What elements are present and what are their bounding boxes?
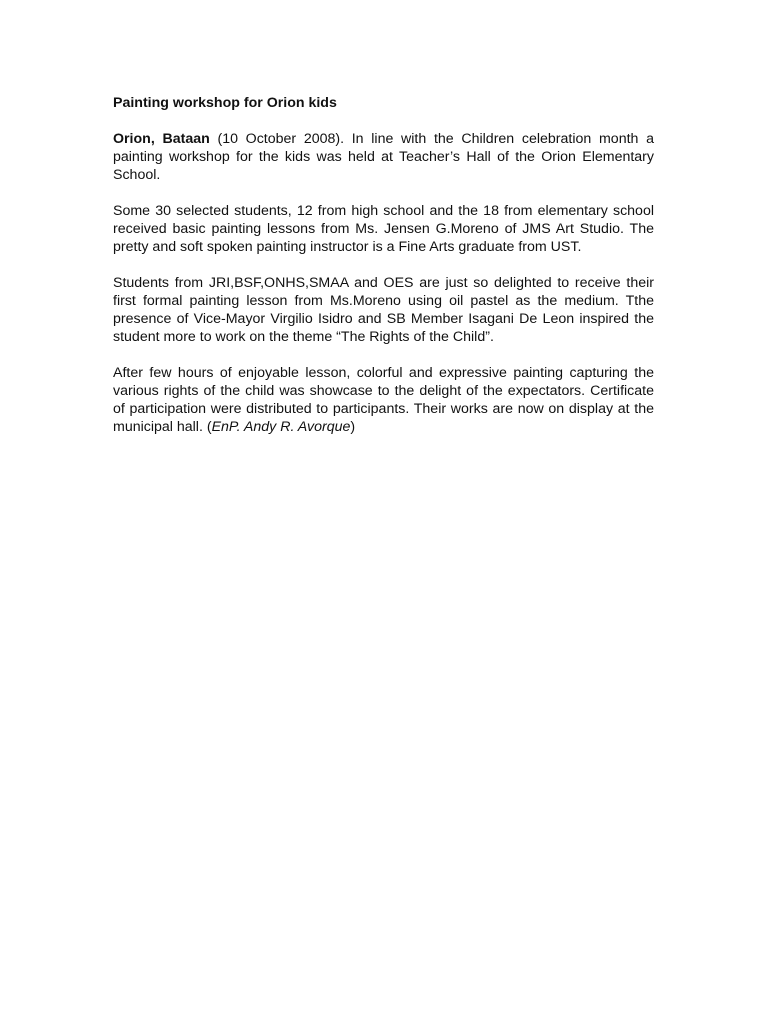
dateline: Orion, Bataan xyxy=(113,131,210,147)
paragraph-4 xyxy=(113,364,654,436)
author-credit-close: ) xyxy=(350,419,356,435)
article-body xyxy=(113,94,654,454)
paragraph-3: Students from JRI,BSF,ONHS,SMAA and OES are just so delighted to receive their first formal painting lesson from Ms.Moreno using oil pastel as the medium. Tthe presence of Vice-Mayor Virgilio Isidro and SB Member Isagani De Leon inspired the student more to work on the theme “The Rights of the Child”. xyxy=(113,275,654,345)
paragraph-1-text: (10 October 2008). In line with the Children celebration month a painting workshop for the kids was held at Teacher’s Hall of the Orion Elementary School. xyxy=(113,131,654,183)
paragraph-1 xyxy=(113,130,654,184)
author-credit: EnP. Andy R. Avorque xyxy=(211,419,351,435)
paragraph-2: Some 30 selected students, 12 from high school and the 18 from elementary school received basic painting lessons from Ms. Jensen G.Moreno of JMS Art Studio. The pretty and soft spoken painting instructor is a Fine Arts graduate from UST. xyxy=(113,203,654,255)
paragraph-4-text: After few hours of enjoyable lesson, colorful and expressive painting capturing the various rights of the child was showcase to the delight of the expectators. Certificate of participation were distributed to participants. Their works are now on display at the municipal hall. ( xyxy=(113,365,654,435)
article-title: Painting workshop for Orion kids xyxy=(113,95,337,111)
